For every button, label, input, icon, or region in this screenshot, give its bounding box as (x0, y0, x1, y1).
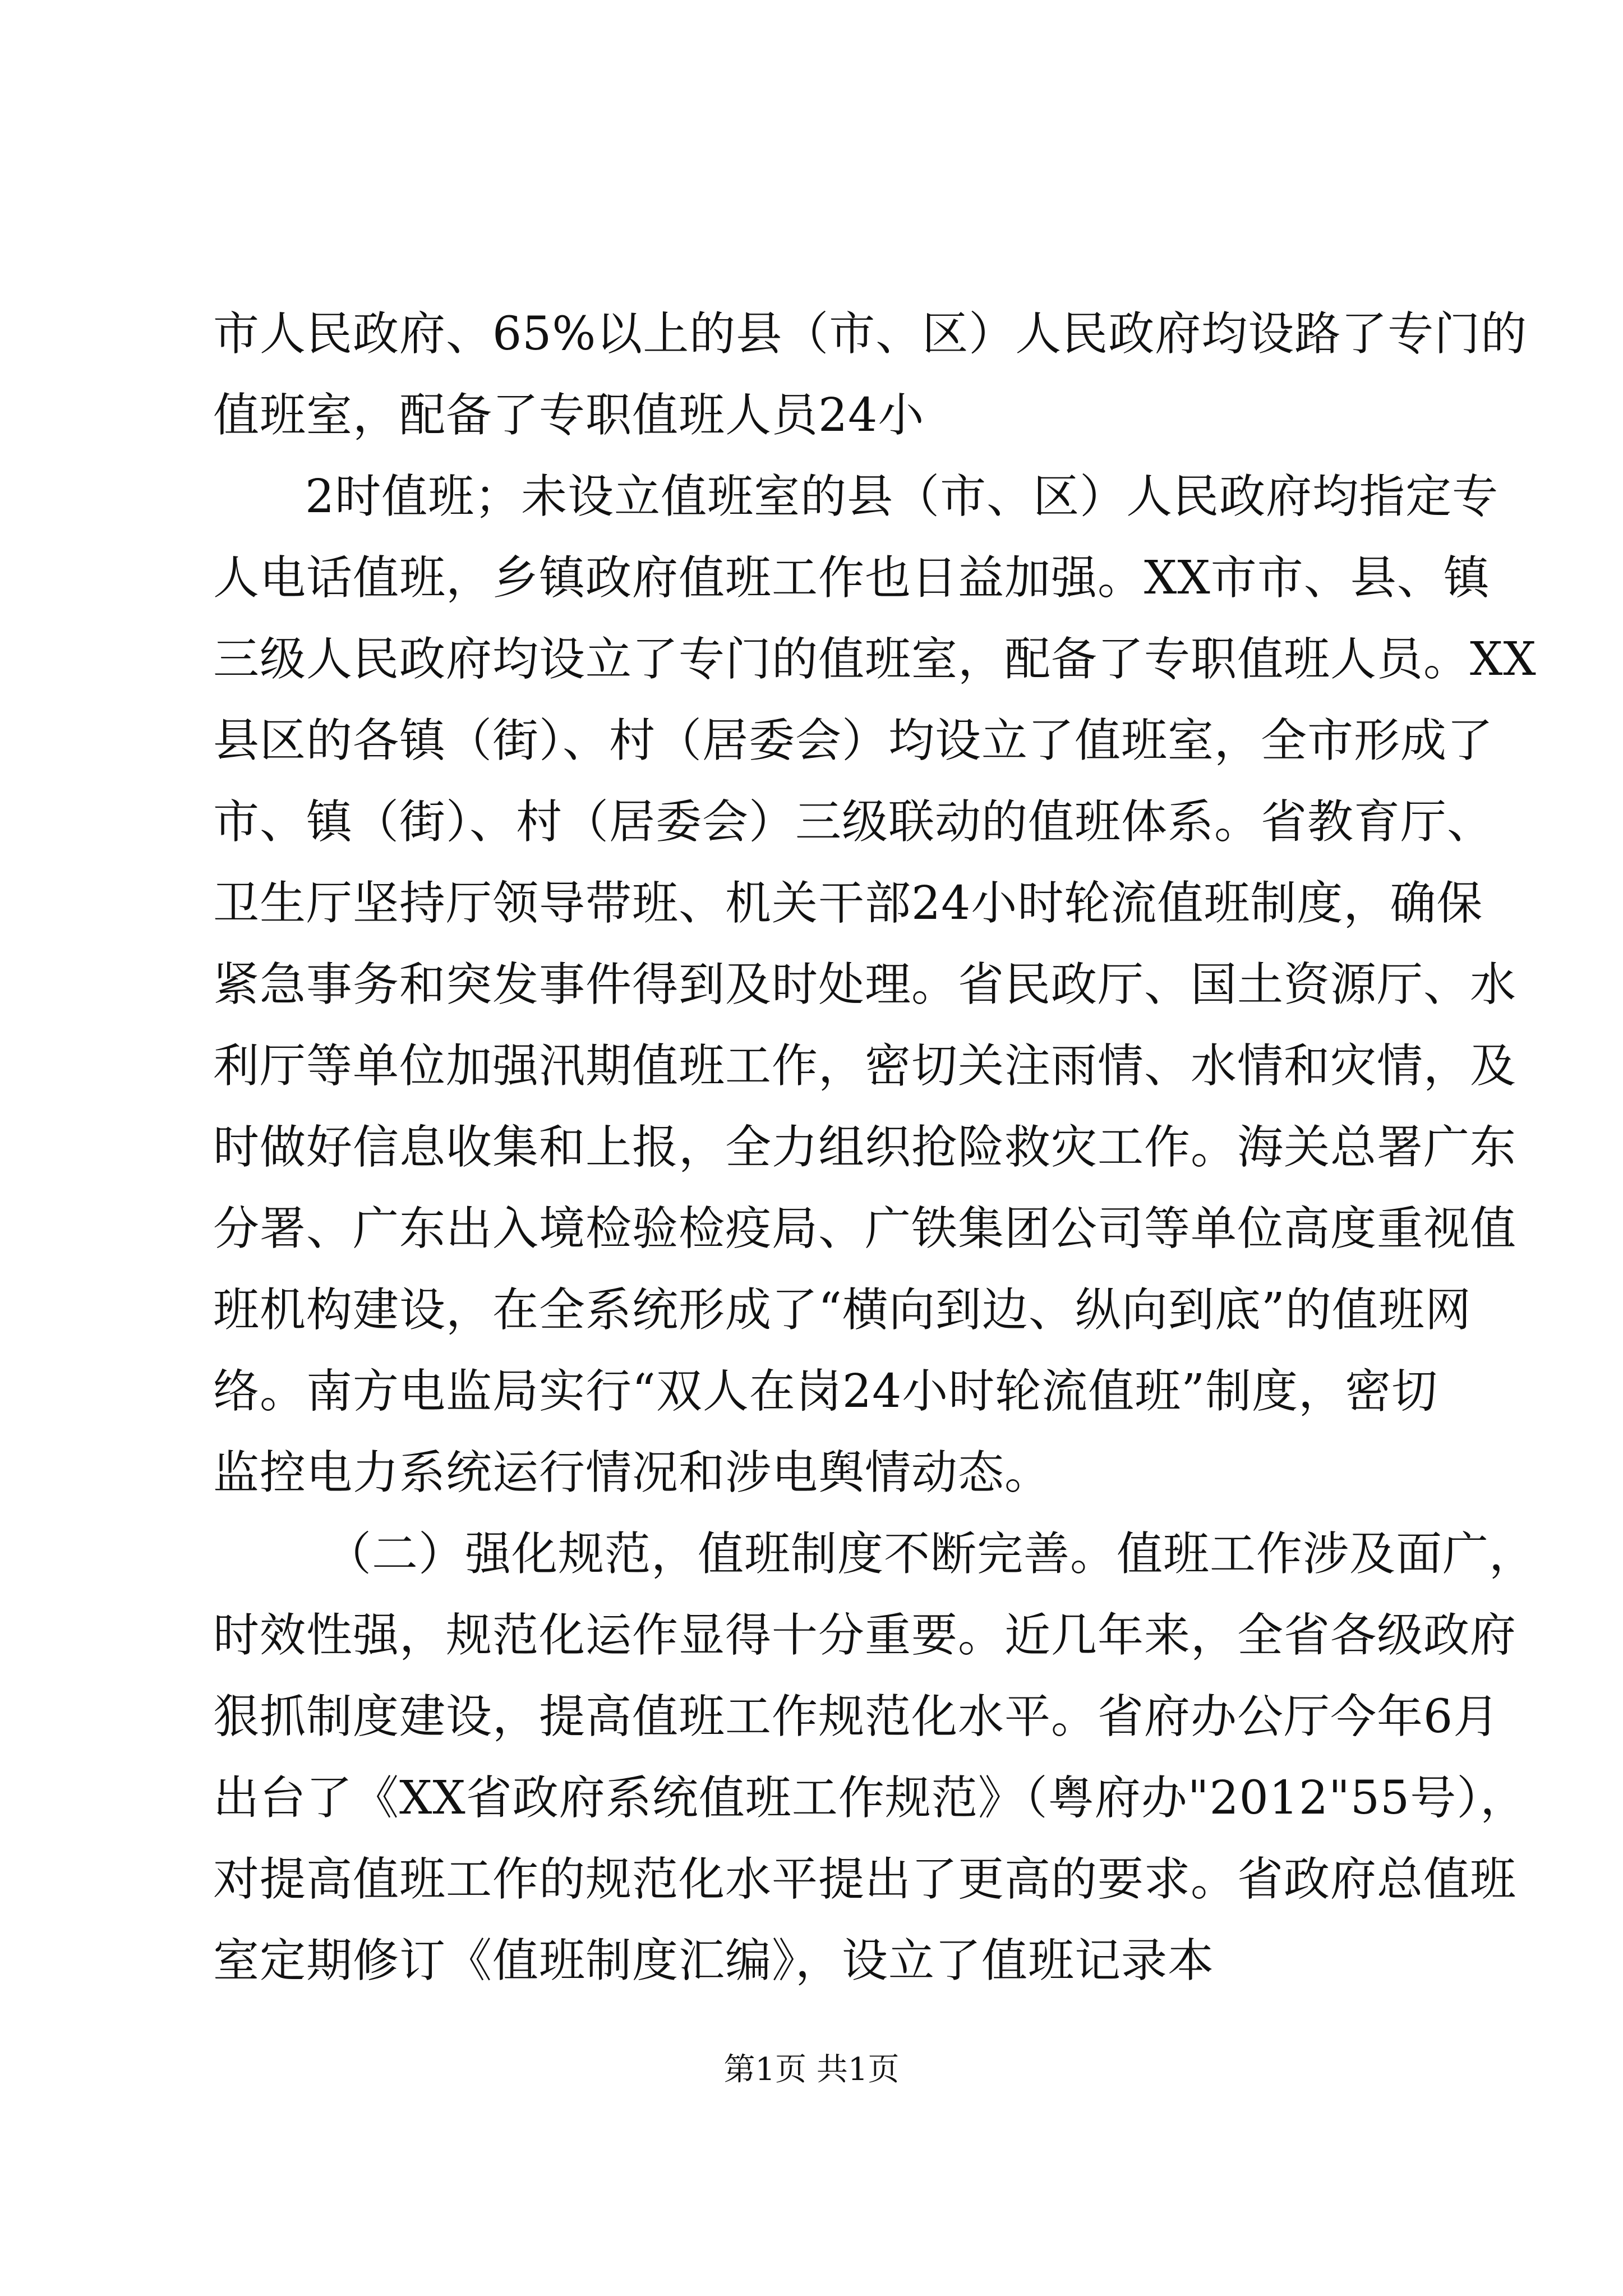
text-line: 值班室，配备了专职值班人员24小 (213, 389, 925, 442)
text-line: 对提高值班工作的规范化水平提出了更高的要求。省政府总值班 (213, 1853, 1517, 1906)
text-line: 班机构建设，在全系统形成了“横向到边、纵向到底”的值班网 (213, 1283, 1472, 1337)
text-line: 狠抓制度建设，提高值班工作规范化水平。省府办公厅今年6月 (213, 1690, 1500, 1743)
text-line: 络。南方电监局实行“双人在岗24小时轮流值班”制度，密切 (213, 1365, 1438, 1418)
text-line: 室定期修订《值班制度汇编》，设立了值班记录本 (213, 1934, 1215, 1987)
text-line: 监控电力系统运行情况和涉电舆情动态。 (213, 1446, 1052, 1499)
text-line: 市人民政府、65%以上的县（市、区）人民政府均设路了专门的 (213, 307, 1528, 361)
text-line: 出台了《XX省政府系统值班工作规范》（粤府办"2012"55号）， (213, 1772, 1527, 1825)
text-line: 卫生厅坚持厅领导带班、机关干部24小时轮流值班制度，确保 (213, 877, 1483, 930)
text-line: 分署、广东出入境检验检疫局、广铁集团公司等单位高度重视值 (213, 1202, 1517, 1255)
text-line: 市、镇（街）、村（居委会）三级联动的值班体系。省教育厅、 (213, 795, 1494, 849)
text-line: 利厅等单位加强汛期值班工作，密切关注雨情、水情和灾情，及 (213, 1039, 1517, 1093)
page-number: 第1页 共1页 (723, 2051, 900, 2088)
text-line: 紧急事务和突发事件得到及时处理。省民政厅、国土资源厅、水 (213, 958, 1517, 1011)
text-line: 县区的各镇（街）、村（居委会）均设立了值班室，全市形成了 (213, 714, 1494, 767)
paragraph-start-line: 2时值班；未设立值班室的县（市、区）人民政府均指定专 (305, 470, 1499, 523)
text-line: 三级人民政府均设立了专门的值班室，配备了专职值班人员。XX (213, 633, 1537, 686)
document-body (213, 293, 1537, 2001)
text-line: 人电话值班，乡镇政府值班工作也日益加强。XX市市、县、镇 (213, 551, 1490, 605)
text-line: 时效性强，规范化运作显得十分重要。近几年来，全省各级政府 (213, 1609, 1517, 1662)
text-line: 时做好信息收集和上报，全力组织抢险救灾工作。海关总署广东 (213, 1121, 1517, 1174)
page-footer (0, 2047, 1623, 2092)
section-heading-line: （二）强化规范，值班制度不断完善。值班工作涉及面广， (325, 1527, 1536, 1581)
